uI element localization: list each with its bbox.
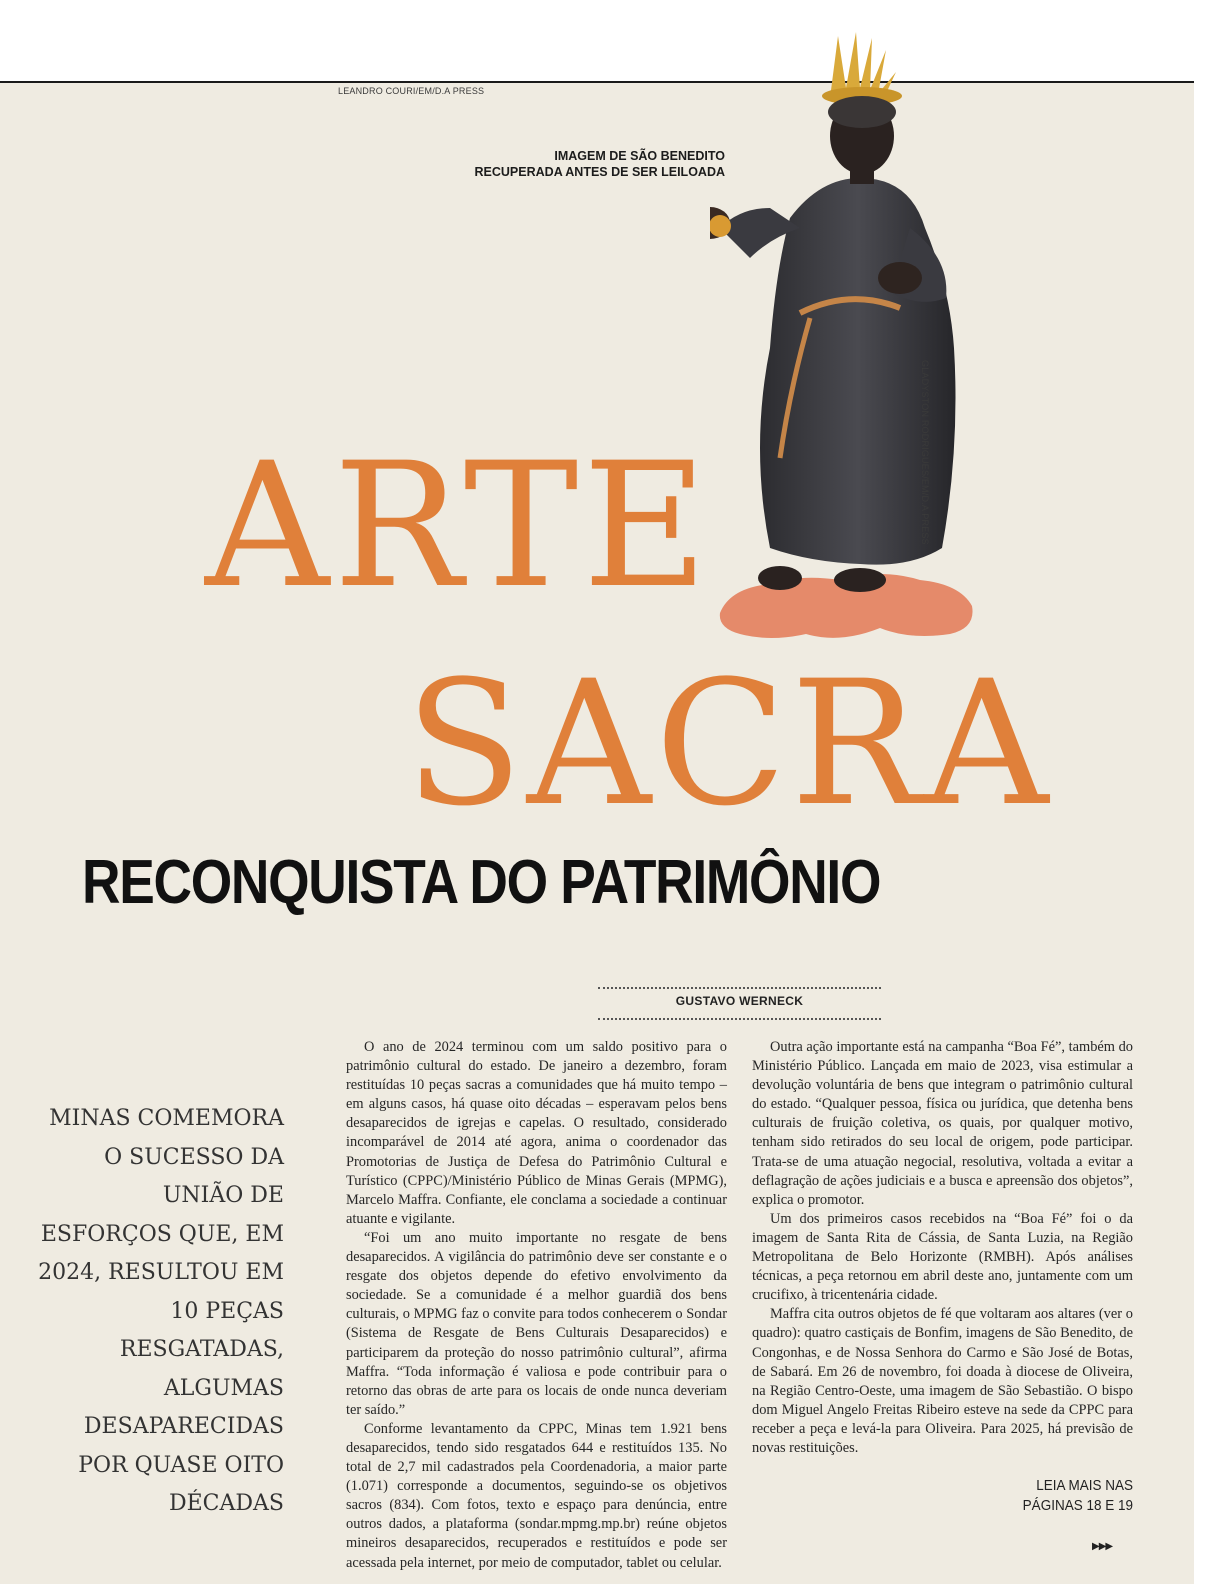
paragraph: “Foi um ano muito importante no resgate de bens desaparecidos. A vigilância do patrimônio deve ser constante e o resgate dos objetos depende do efetivo envolvimento da sociedade. Se a comunidade é a melhor guardiã dos bens culturais, o MPMG faz o convite para todos conhecerem o Sondar (Sistema de Resgate de Bens Culturais Desaparecidos) e participarem da proteção do nosso patrimônio cultural”, afirma Maffra. “Toda informação é valiosa e pode contribuir para o retorno das obras de arte para os locais de onde nunca deveriam ter saído.” — [346, 1229, 727, 1418]
headline-line-2: SACRA — [405, 643, 1053, 844]
see-more-line-2: PÁGINAS 18 E 19 — [1022, 1497, 1133, 1514]
byline: GUSTAVO WERNECK — [675, 994, 804, 1008]
byline-rule-top — [598, 987, 881, 989]
figure-caption — [460, 148, 725, 180]
article-column-1 — [346, 1038, 727, 1573]
lead-text: MINAS COMEMORA O SUCESSO DA UNIÃO DE ESFORÇOS QUE, EM 2024, RESULTOU EM 10 PEÇAS RESGATADAS, ALGUMAS DESAPARECIDAS POR QUASE OITO DÉCADAS — [38, 1106, 284, 1516]
photo-credit-top: LEANDRO COURI/EM/D.A PRESS — [338, 86, 485, 96]
see-more-line-1: LEIA MAIS NAS — [1036, 1477, 1133, 1494]
continue-arrows-icon: ▶▶▶ — [1092, 1541, 1113, 1552]
paragraph: Conforme levantamento da CPPC, Minas tem 1.921 bens desaparecidos, tendo sido resgatados 644 e restituídos 135. No total de 2,7 mil cadastrados pela Coordenadoria, a maior parte (1.071) corresponde a documentos, seguindo-se os objetivos sacros (834). Com fotos, texto e espaço para denúncia, entre outros dados, a plataforma (sondar.mpmg.mp.br) reúne objetos mineiros desaparecidos, recuperados e restituídos e pode ser acessada pela internet, por meio de computador, tablet ou celular. — [346, 1420, 727, 1571]
article-column-2 — [752, 1038, 1133, 1458]
paragraph: Um dos primeiros casos recebidos na “Boa Fé” foi o da imagem de Santa Rita de Cássia, de Santa Luzia, na Região Metropolitana de Belo Horizonte (RMBH). Após análises técnicas, a peça retornou em abril deste ano, juntamente com um crucifixo, à tricentenária cidade. — [752, 1210, 1133, 1304]
photo-credit-vertical: GLADYSTON RODRIGUES/EM/D.A PRESS — [920, 360, 930, 545]
see-more-note — [1013, 1476, 1133, 1516]
paragraph: O ano de 2024 terminou com um saldo positivo para o patrimônio cultural do estado. De janeiro a dezembro, foram restituídas 10 peças sacras a comunidades que há muito tempo – em alguns casos, há quase oito décadas – esperavam pelos bens desaparecidos de igrejas e capelas. O resultado, considerado incomparável de 2014 até agora, anima o coordenador das Promotorias de Justiça de Defesa do Patrimônio Cultural e Turístico (CPPC)/Ministério Público de Minas Gerais (MPMG), Marcelo Maffra. Confiante, ele conclama a sociedade a continuar atuante e vigilante. — [346, 1039, 727, 1227]
caption-line-2: RECUPERADA ANTES DE SER LEILOADA — [474, 165, 725, 179]
headline-line-1: ARTE — [205, 425, 712, 626]
statue-image — [710, 28, 985, 648]
halo-icon — [822, 32, 902, 105]
byline-rule-bottom — [598, 1018, 881, 1020]
paragraph: Maffra cita outros objetos de fé que voltaram aos altares (ver o quadro): quatro castiçais de Bonfim, imagens de São Benedito, de Congonhas, e de Nossa Senhora do Carmo e São José de Botas, de Sabará. Em 26 de novembro, foi doada à diocese de Oliveira, na Região Centro-Oeste, uma imagem de São Sebastião. O bispo dom Miguel Angelo Freitas Ribeiro esteve na sede da CPPC para receber a peça e levá-la para Oliveira. Para 2025, há previsão de novas restituições. — [752, 1306, 1133, 1456]
caption-line-1: IMAGEM DE SÃO BENEDITO — [554, 149, 725, 163]
paragraph: Outra ação importante está na campanha “Boa Fé”, também do Ministério Público. Lançada em maio de 2023, visa estimular a devolução voluntária de bens que integram o patrimônio cultural do estado. “Qualquer pessoa, física ou jurídica, que detenha bens culturais de fruição coletiva, os quais, por qualquer motivo, tenham sido retirados do seu local de origem, pode participar. Trata-se de uma atuação negocial, resolutiva, voltada a evitar a deflagração de ações judiciais e a busca e apreensão dos objetos”, explica o promotor. — [752, 1039, 1133, 1208]
top-rule — [0, 81, 1194, 83]
headline-subtitle: RECONQUISTA DO PATRIMÔNIO — [82, 848, 881, 917]
